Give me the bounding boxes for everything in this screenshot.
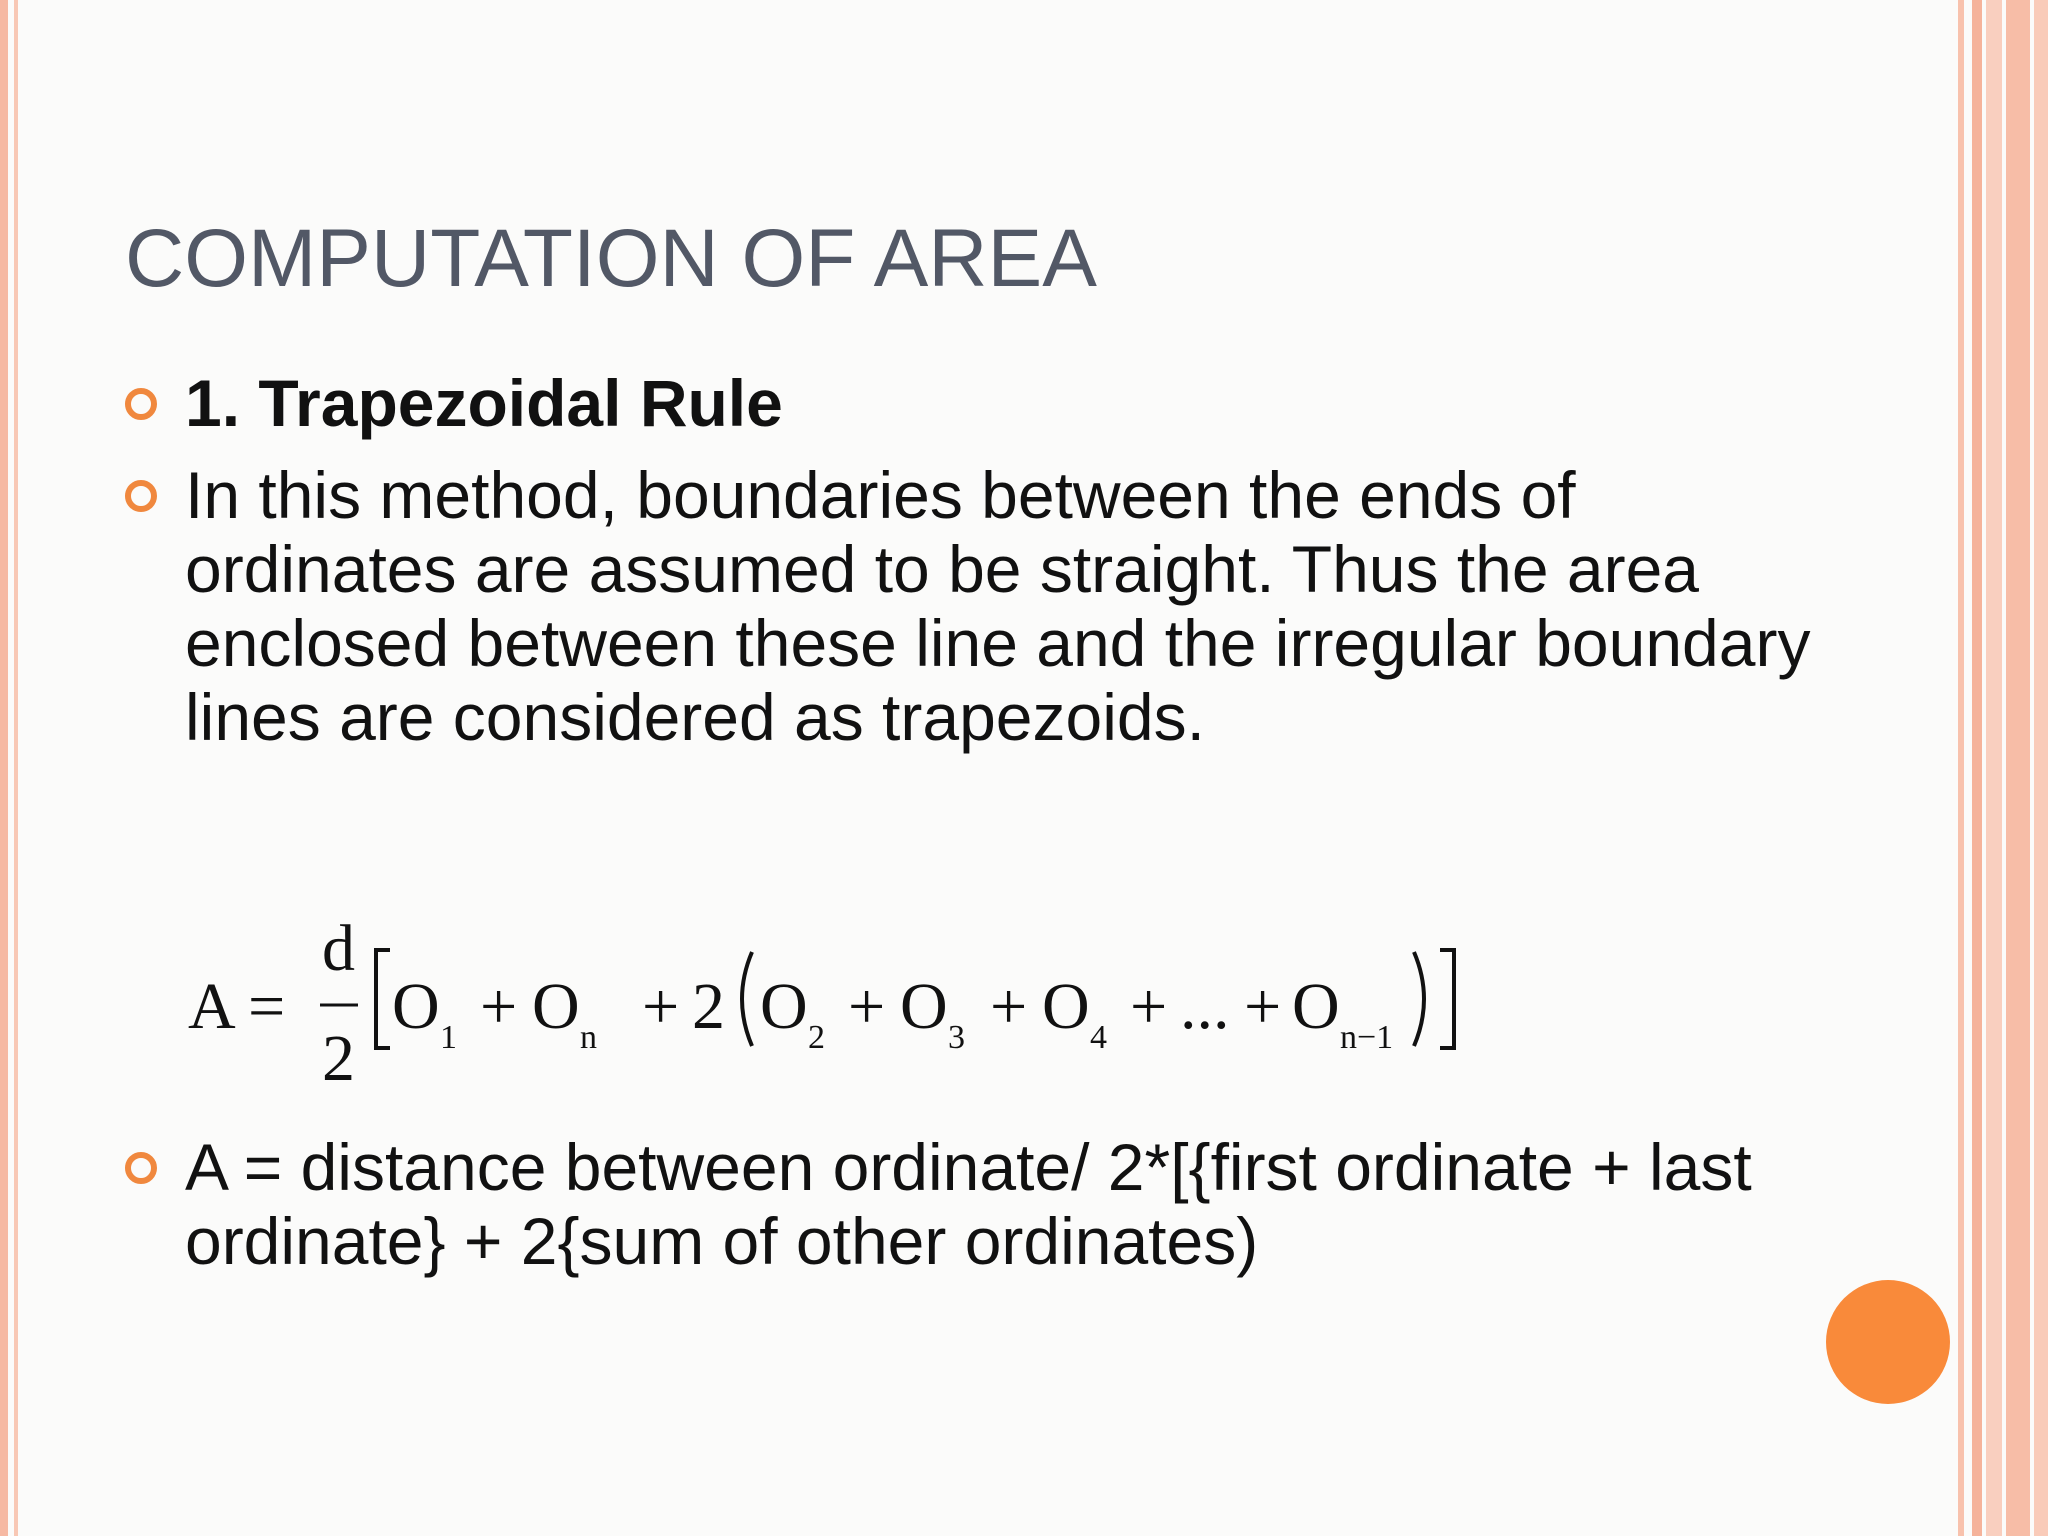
right-border-stripe [1972,0,1982,1536]
formula-lhs: A [188,970,236,1043]
formula-subscript: 2 [808,1019,825,1056]
formula-term: O [392,970,440,1043]
right-border-stripe [1958,0,1964,1536]
bullet-item [125,1130,1825,1278]
formula-left-paren [742,952,752,1046]
formula-term: O [532,970,580,1043]
formula-term: O [1292,970,1340,1043]
formula-left-bracket [376,950,390,1048]
bullet-item [125,458,1825,754]
formula-subscript: n [580,1019,597,1056]
formula-plus: + [1130,970,1168,1043]
formula-plus: + [642,970,680,1043]
formula-plus: + [1244,970,1282,1043]
formula-term: O [900,970,948,1043]
circle-bullet-icon [125,388,157,420]
bullet-text: In this method, boundaries between the ends of ordinates are assumed to be straight. Thus the area enclosed between these line and the irregular boundary lines are considered as trapezoids. [185,458,1811,754]
formula-denominator: 2 [322,1022,355,1095]
formula-plus: + [848,970,886,1043]
formula-term: O [1042,970,1090,1043]
formula-right-paren [1414,952,1424,1046]
formula-subscript: 3 [948,1019,965,1056]
right-border-stripe [2034,0,2048,1536]
formula-subscript: n−1 [1340,1019,1394,1056]
formula-numerator: d [322,912,355,985]
left-border-stripe [0,0,8,1536]
formula-ellipsis: ... [1180,970,1230,1043]
bullet-text: A = distance between ordinate/ 2*[{first ordinate + last ordinate} + 2{sum of other ordinates) [185,1130,1752,1278]
trapezoidal-formula [180,900,1600,1100]
bullet-item [125,366,783,440]
circle-bullet-icon [125,480,157,512]
slide-title: COMPUTATION OF AREA [125,213,1097,304]
formula-plus: + [480,970,518,1043]
decorative-orange-circle [1826,1280,1950,1404]
formula-factor: 2 [692,970,725,1043]
circle-bullet-icon [125,1152,157,1184]
right-border-stripe [2006,0,2030,1536]
left-border-line [14,0,18,1536]
formula-subscript: 1 [440,1019,457,1056]
formula-plus: + [990,970,1028,1043]
right-border-stripe [1986,0,2002,1536]
formula-term: O [760,970,808,1043]
formula-right-bracket [1440,950,1454,1048]
formula-equals: = [248,970,286,1043]
formula-subscript: 4 [1090,1019,1107,1056]
bullet-heading: 1. Trapezoidal Rule [185,366,783,440]
